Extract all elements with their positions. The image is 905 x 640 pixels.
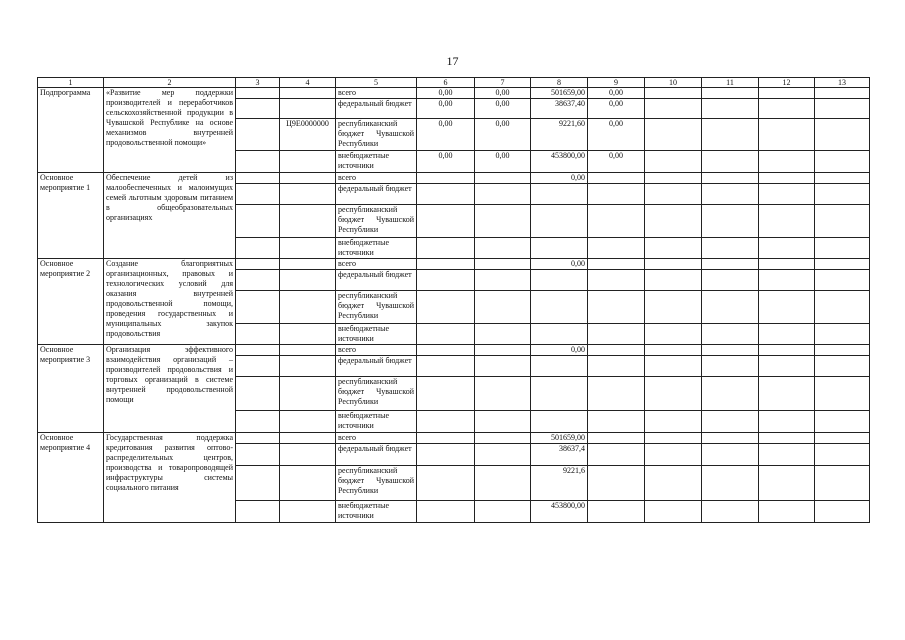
column-header-1: 1 [38,78,104,88]
value-cell [588,411,645,433]
column-number-row [38,78,870,88]
empty-cell [759,119,815,151]
empty-cell [645,99,702,119]
empty-cell [759,99,815,119]
value-cell [475,345,531,356]
empty-cell [815,444,870,466]
column-header-11: 11 [702,78,759,88]
value-cell [475,433,531,444]
value-cell [417,259,475,270]
empty-cell [759,88,815,99]
value-cell [531,324,588,345]
code-cell [236,151,280,173]
empty-cell [645,433,702,444]
empty-cell [702,444,759,466]
funding-source-cell: всего [336,433,417,444]
value-cell [475,324,531,345]
empty-cell [815,88,870,99]
empty-cell [645,466,702,501]
value-cell [417,466,475,501]
classification-code-cell [280,184,336,205]
value-cell [475,377,531,411]
table-row [38,88,870,99]
value-cell [588,444,645,466]
funding-source-cell: федеральный бюджет [336,270,417,291]
value-cell: 0,00 [417,88,475,99]
empty-cell [702,501,759,523]
funding-source-cell: внебюджетные источники [336,501,417,523]
empty-cell [702,356,759,377]
empty-cell [759,356,815,377]
value-cell [417,411,475,433]
classification-code-cell [280,205,336,238]
empty-cell [759,238,815,259]
code-cell [236,466,280,501]
empty-cell [815,291,870,324]
empty-cell [645,119,702,151]
empty-cell [815,324,870,345]
program-type-cell: Основное мероприятие 1 [38,173,104,259]
program-funding-table [37,77,870,523]
classification-code-cell [280,433,336,444]
value-cell: 0,00 [475,119,531,151]
value-cell [588,466,645,501]
value-cell [417,184,475,205]
table-row [38,345,870,356]
value-cell [588,184,645,205]
classification-code-cell [280,356,336,377]
classification-code-cell [280,99,336,119]
value-cell [475,466,531,501]
value-cell [475,238,531,259]
empty-cell [759,291,815,324]
code-cell [236,345,280,356]
funding-source-cell: федеральный бюджет [336,444,417,466]
classification-code-cell [280,411,336,433]
empty-cell [759,184,815,205]
value-cell [531,291,588,324]
code-cell [236,501,280,523]
column-header-10: 10 [645,78,702,88]
empty-cell [815,466,870,501]
value-cell [417,433,475,444]
value-cell: 0,00 [588,88,645,99]
empty-cell [645,238,702,259]
column-header-2: 2 [104,78,236,88]
value-cell: 0,00 [417,151,475,173]
empty-cell [645,324,702,345]
empty-cell [645,88,702,99]
classification-code-cell [280,501,336,523]
empty-cell [702,377,759,411]
empty-cell [702,173,759,184]
empty-cell [815,345,870,356]
classification-code-cell [280,238,336,259]
empty-cell [645,151,702,173]
classification-code-cell [280,291,336,324]
empty-cell [645,501,702,523]
empty-cell [815,259,870,270]
empty-cell [645,184,702,205]
value-cell [588,238,645,259]
value-cell: 9221,60 [531,119,588,151]
value-cell [588,205,645,238]
empty-cell [702,291,759,324]
empty-cell [759,411,815,433]
classification-code-cell [280,173,336,184]
column-header-8: 8 [531,78,588,88]
empty-cell [759,205,815,238]
value-cell: 0,00 [588,119,645,151]
program-type-cell: Основное мероприятие 3 [38,345,104,433]
empty-cell [759,444,815,466]
value-cell: 0,00 [417,119,475,151]
classification-code-cell [280,259,336,270]
value-cell: 0,00 [475,88,531,99]
empty-cell [645,411,702,433]
empty-cell [759,377,815,411]
value-cell: 453800,00 [531,151,588,173]
code-cell [236,411,280,433]
empty-cell [645,444,702,466]
empty-cell [815,184,870,205]
value-cell: 453800,00 [531,501,588,523]
table-row [38,259,870,270]
classification-code-cell [280,270,336,291]
empty-cell [759,270,815,291]
funding-source-cell: всего [336,345,417,356]
value-cell [417,324,475,345]
empty-cell [702,270,759,291]
value-cell [475,173,531,184]
value-cell [417,205,475,238]
column-header-3: 3 [236,78,280,88]
funding-source-cell: всего [336,259,417,270]
empty-cell [759,466,815,501]
column-header-12: 12 [759,78,815,88]
column-header-9: 9 [588,78,645,88]
value-cell [475,270,531,291]
code-cell [236,444,280,466]
funding-source-cell: внебюджетные источники [336,151,417,173]
code-cell [236,184,280,205]
code-cell [236,270,280,291]
value-cell [475,411,531,433]
value-cell [588,345,645,356]
empty-cell [815,377,870,411]
code-cell [236,259,280,270]
code-cell [236,291,280,324]
empty-cell [759,259,815,270]
table-row [38,433,870,444]
code-cell [236,324,280,345]
empty-cell [645,259,702,270]
funding-source-cell: всего [336,88,417,99]
empty-cell [645,356,702,377]
value-cell: 0,00 [531,173,588,184]
value-cell [417,356,475,377]
classification-code-cell [280,444,336,466]
classification-code-cell [280,324,336,345]
empty-cell [702,466,759,501]
value-cell [531,377,588,411]
value-cell [531,205,588,238]
empty-cell [702,151,759,173]
empty-cell [759,324,815,345]
empty-cell [815,356,870,377]
program-name-cell: «Развитие мер поддержки производителей и переработчиков сельскохозяйственной продукции в Чувашской Республике на основе механизмов внутренней продовольственной помощи» [104,88,236,173]
empty-cell [815,99,870,119]
classification-code-cell: Ц9Е0000000 [280,119,336,151]
value-cell [588,291,645,324]
empty-cell [815,270,870,291]
empty-cell [702,184,759,205]
empty-cell [645,270,702,291]
funding-source-cell: федеральный бюджет [336,99,417,119]
value-cell [475,259,531,270]
program-type-cell: Основное мероприятие 2 [38,259,104,345]
empty-cell [645,377,702,411]
page-number: 17 [446,54,459,68]
empty-cell [702,411,759,433]
funding-source-cell: внебюджетные источники [336,411,417,433]
column-header-13: 13 [815,78,870,88]
empty-cell [759,173,815,184]
empty-cell [815,151,870,173]
value-cell [417,173,475,184]
value-cell: 38637,40 [531,99,588,119]
code-cell [236,173,280,184]
empty-cell [759,345,815,356]
value-cell [531,356,588,377]
empty-cell [815,119,870,151]
value-cell [531,270,588,291]
value-cell [588,270,645,291]
classification-code-cell [280,466,336,501]
empty-cell [815,433,870,444]
value-cell [475,184,531,205]
program-name-cell: Обеспечение детей из малообеспеченных и малоимущих семей льготным здоровым питанием в общеобразовательных организациях [104,173,236,259]
classification-code-cell [280,88,336,99]
value-cell [531,184,588,205]
value-cell: 0,00 [588,151,645,173]
code-cell [236,377,280,411]
empty-cell [702,433,759,444]
empty-cell [702,205,759,238]
empty-cell [702,88,759,99]
table-row [38,173,870,184]
empty-cell [645,205,702,238]
value-cell: 0,00 [531,259,588,270]
funding-source-cell: республиканский бюджет Чувашской Республики [336,205,417,238]
column-header-4: 4 [280,78,336,88]
code-cell [236,205,280,238]
code-cell [236,356,280,377]
value-cell: 0,00 [475,99,531,119]
funding-source-cell: республиканский бюджет Чувашской Республики [336,119,417,151]
column-header-7: 7 [475,78,531,88]
program-type-cell: Основное мероприятие 4 [38,433,104,523]
value-cell [475,291,531,324]
empty-cell [759,151,815,173]
program-type-cell: Подпрограмма [38,88,104,173]
value-cell [531,238,588,259]
empty-cell [702,259,759,270]
value-cell: 0,00 [531,345,588,356]
empty-cell [815,173,870,184]
funding-source-cell: внебюджетные источники [336,238,417,259]
empty-cell [702,238,759,259]
value-cell [588,501,645,523]
code-cell [236,88,280,99]
funding-source-cell: внебюджетные источники [336,324,417,345]
column-header-5: 5 [336,78,417,88]
code-cell [236,119,280,151]
code-cell [236,433,280,444]
empty-cell [702,324,759,345]
funding-source-cell: республиканский бюджет Чувашской Республики [336,377,417,411]
value-cell [475,205,531,238]
empty-cell [759,501,815,523]
classification-code-cell [280,377,336,411]
funding-source-cell: республиканский бюджет Чувашской Республики [336,291,417,324]
value-cell [475,501,531,523]
value-cell: 0,00 [475,151,531,173]
value-cell [417,444,475,466]
value-cell [588,173,645,184]
empty-cell [645,291,702,324]
funding-source-cell: федеральный бюджет [336,356,417,377]
funding-source-cell: федеральный бюджет [336,184,417,205]
empty-cell [645,345,702,356]
value-cell [531,411,588,433]
value-cell: 501659,00 [531,88,588,99]
empty-cell [645,173,702,184]
value-cell [417,238,475,259]
program-name-cell: Создание благоприятных организационных, правовых и технологических условий для оказания внутренней продовольственной помощи, проведения государственных и муниципальных закупок продовольствия [104,259,236,345]
empty-cell [759,433,815,444]
value-cell [417,345,475,356]
empty-cell [702,345,759,356]
value-cell [588,259,645,270]
value-cell [417,291,475,324]
empty-cell [702,119,759,151]
empty-cell [702,99,759,119]
classification-code-cell [280,345,336,356]
value-cell [588,433,645,444]
empty-cell [815,238,870,259]
program-name-cell: Государственная поддержка кредитования развития оптово-распределительных центров, производства и товаропроводящей инфраструктуры системы социального питания [104,433,236,523]
empty-cell [815,411,870,433]
value-cell: 38637,4 [531,444,588,466]
code-cell [236,99,280,119]
funding-source-cell: всего [336,173,417,184]
table-body [38,88,870,523]
value-cell [475,444,531,466]
value-cell [588,356,645,377]
value-cell: 0,00 [588,99,645,119]
empty-cell [815,501,870,523]
empty-cell [815,205,870,238]
value-cell [588,377,645,411]
value-cell [475,356,531,377]
column-header-6: 6 [417,78,475,88]
value-cell: 9221,6 [531,466,588,501]
value-cell: 0,00 [417,99,475,119]
funding-source-cell: республиканский бюджет Чувашской Республики [336,466,417,501]
value-cell [417,501,475,523]
value-cell [417,270,475,291]
value-cell [417,377,475,411]
code-cell [236,238,280,259]
classification-code-cell [280,151,336,173]
value-cell [588,324,645,345]
program-name-cell: Организация эффективного взаимодействия организаций – производителей продовольствия и торговых организаций в системе внутренней продовольственной помощи [104,345,236,433]
value-cell: 501659,00 [531,433,588,444]
